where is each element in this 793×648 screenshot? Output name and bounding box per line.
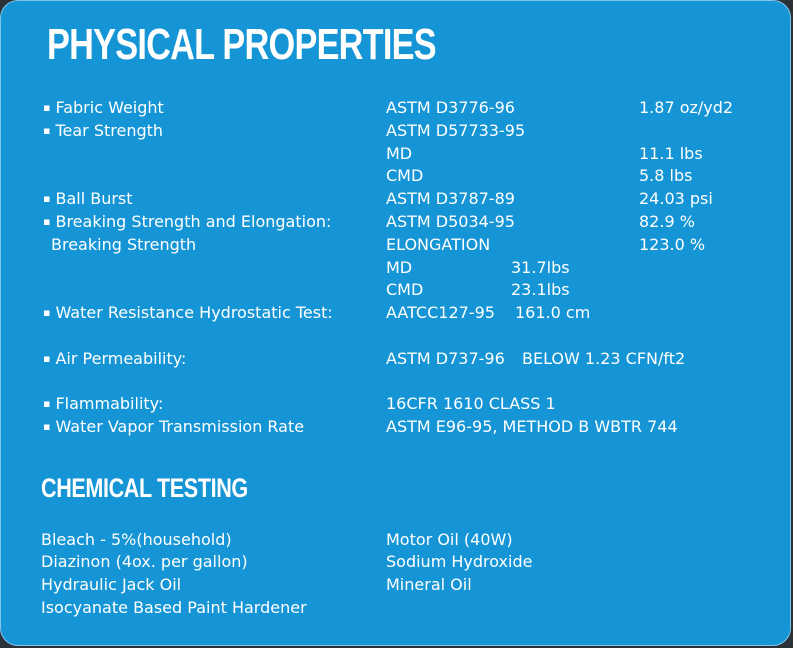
chemical-item: Mineral Oil: [386, 575, 472, 594]
property-method-breaking-cmd: CMD: [386, 280, 424, 299]
property-value-fabric-weight: 1.87 oz/yd2: [639, 98, 734, 117]
property-method-breaking-md: MD: [386, 258, 413, 277]
chemical-item: Bleach - 5%(household): [41, 530, 232, 549]
property-value-elongation: 123.0 %: [639, 235, 706, 254]
property-value-breaking-cmd: 23.1lbs: [511, 280, 570, 299]
chemical-item: Hydraulic Jack Oil: [41, 575, 182, 594]
property-value-air-permeability: BELOW 1.23 CFN/ft2: [522, 349, 686, 368]
property-value-water-resistance: 161.0 cm: [515, 303, 591, 322]
property-method-water-resistance: AATCC127-95: [386, 303, 495, 322]
chemical-item: Motor Oil (40W): [386, 530, 513, 549]
property-label-tear-strength: ▪ Tear Strength: [43, 120, 163, 144]
chemical-item: Diazinon (4ox. per gallon): [41, 552, 248, 571]
property-label-breaking-strength: Breaking Strength: [51, 235, 197, 254]
property-method-fabric-weight: ASTM D3776-96: [386, 98, 515, 117]
chemical-item: Sodium Hydroxide: [386, 552, 533, 571]
section-title-chemical-testing: CHEMICAL TESTING: [41, 473, 248, 503]
property-value-ball-burst: 24.03 psi: [639, 189, 713, 208]
property-label-breaking-elongation: ▪ Breaking Strength and Elongation:: [43, 211, 331, 235]
property-value-breaking-md: 31.7lbs: [511, 258, 570, 277]
property-value-tear-cmd: 5.8 lbs: [639, 166, 693, 185]
property-method-tear-cmd: CMD: [386, 166, 424, 185]
property-value-tear-md: 11.1 lbs: [639, 144, 703, 163]
property-method-ball-burst: ASTM D3787-89: [386, 189, 515, 208]
property-method-flammability: 16CFR 1610 CLASS 1: [386, 394, 556, 413]
property-method-tear-md: MD: [386, 144, 413, 163]
property-label-flammability: ▪ Flammability:: [43, 393, 163, 417]
property-method-water-vapor: ASTM E96-95, METHOD B WBTR 744: [386, 417, 678, 436]
property-method-breaking-elongation: ASTM D5034-95: [386, 212, 515, 231]
property-method-tear-strength: ASTM D57733-95: [386, 121, 526, 140]
property-label-ball-burst: ▪ Ball Burst: [43, 188, 133, 212]
property-label-air-permeability: ▪ Air Permeability:: [43, 348, 186, 372]
chemical-item: Isocyanate Based Paint Hardener: [41, 598, 307, 617]
property-value-breaking-elongation: 82.9 %: [639, 212, 695, 231]
property-label-water-vapor: ▪ Water Vapor Transmission Rate: [43, 416, 304, 440]
property-label-water-resistance: ▪ Water Resistance Hydrostatic Test:: [43, 302, 333, 326]
property-label-fabric-weight: ▪ Fabric Weight: [43, 97, 164, 121]
property-method-elongation: ELONGATION: [386, 235, 491, 254]
page-title: PHYSICAL PROPERTIES: [47, 20, 436, 69]
property-method-air-permeability: ASTM D737-96: [386, 349, 505, 368]
